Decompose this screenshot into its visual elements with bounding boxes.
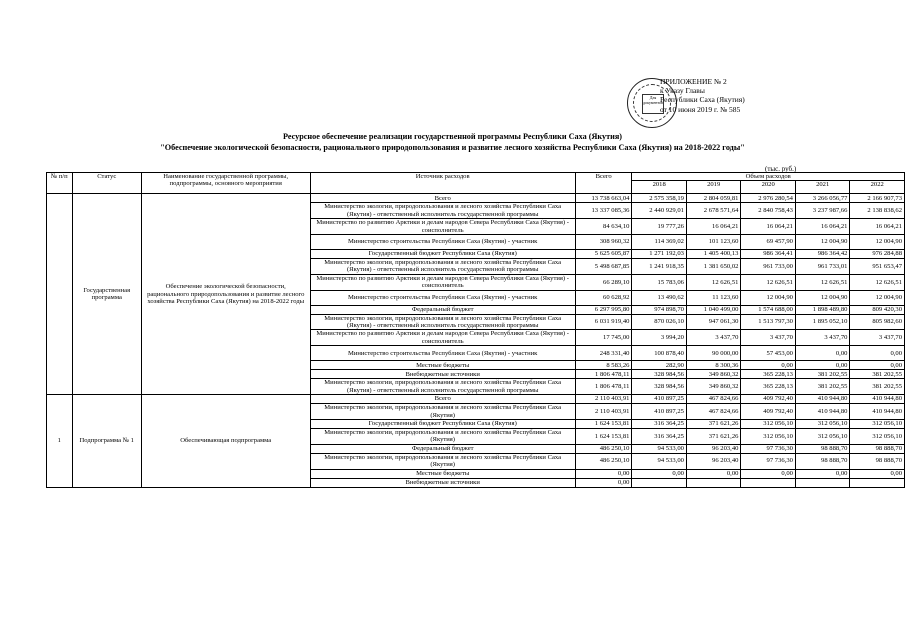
- cell-year-value: 12 004,90: [795, 290, 850, 305]
- cell-total: 6 031 919,40: [575, 314, 632, 330]
- cell-year-value: 16 064,21: [741, 219, 796, 235]
- table-body: [47, 194, 905, 487]
- cell-year-value: 2 840 758,43: [741, 203, 796, 219]
- cell-year-value: 282,90: [632, 361, 687, 370]
- cell-year-value: 312 056,10: [795, 428, 850, 444]
- table-row: [47, 194, 905, 203]
- cell-year-value: 19 777,26: [632, 219, 687, 235]
- cell-year-value: 94 533,00: [632, 453, 687, 469]
- row-source: Министерство экологии, природопользования и лесного хозяйства Республики Саха (Якутия) - ответственный исполнитель государственной программы: [310, 203, 575, 219]
- cell-year-value: 467 824,66: [686, 404, 741, 420]
- cell-year-value: 3 994,20: [632, 330, 687, 346]
- cell-year-value: 381 202,55: [795, 370, 850, 379]
- cell-year-value: 2 976 280,54: [741, 194, 796, 203]
- cell-year-value: 96 203,40: [686, 444, 741, 453]
- row-source: Государственный бюджет Республики Саха (Якутия): [310, 250, 575, 259]
- official-seal: Для документов: [627, 78, 677, 128]
- row-source: Министерство экологии, природопользования и лесного хозяйства Республики Саха (Якутия) - ответственный исполнитель государственной программы: [310, 379, 575, 395]
- cell-year-value: 3 266 056,77: [795, 194, 850, 203]
- appendix-line2: к Указу Главы: [660, 86, 705, 96]
- cell-year-value: 2 678 571,64: [686, 203, 741, 219]
- cell-year-value: 349 860,32: [686, 379, 741, 395]
- cell-year-value: 3 437,70: [686, 330, 741, 346]
- cell-year-value: 1 513 797,30: [741, 314, 796, 330]
- cell-year-value: 3 437,70: [850, 330, 905, 346]
- cell-year-value: 2 804 059,81: [686, 194, 741, 203]
- header-num: № п/п: [47, 173, 73, 194]
- cell-total: 308 960,32: [575, 235, 632, 250]
- header-source: Источник расходов: [310, 173, 575, 194]
- row-source: Местные бюджеты: [310, 469, 575, 478]
- cell-year-value: 312 056,10: [850, 419, 905, 428]
- cell-year-value: 870 026,10: [632, 314, 687, 330]
- cell-year-value: 316 364,25: [632, 428, 687, 444]
- cell-year-value: 2 138 838,62: [850, 203, 905, 219]
- row-source: Государственный бюджет Республики Саха (Якутия): [310, 419, 575, 428]
- row-source: Федеральный бюджет: [310, 444, 575, 453]
- cell-total: 1 624 153,81: [575, 419, 632, 428]
- row-source: Министерство экологии, природопользования и лесного хозяйства Республики Саха (Якутия) - ответственный исполнитель государственной программы: [310, 314, 575, 330]
- cell-total: 1 806 478,11: [575, 379, 632, 395]
- cell-year-value: 12 626,51: [850, 274, 905, 290]
- cell-year-value: [850, 478, 905, 487]
- cell-year-value: 12 626,51: [741, 274, 796, 290]
- cell-year-value: 381 202,55: [795, 379, 850, 395]
- cell-total: 8 583,26: [575, 361, 632, 370]
- cell-year-value: 1 895 052,10: [795, 314, 850, 330]
- cell-year-value: 1 405 400,13: [686, 250, 741, 259]
- cell-total: 5 498 687,85: [575, 259, 632, 275]
- cell-year-value: 410 944,80: [850, 395, 905, 404]
- cell-year-value: 381 202,55: [850, 379, 905, 395]
- cell-year-value: 974 898,70: [632, 305, 687, 314]
- cell-year-value: [741, 478, 796, 487]
- cell-year-value: 371 621,26: [686, 419, 741, 428]
- row-source: Министерство экологии, природопользования и лесного хозяйства Республики Саха (Якутия) - ответственный исполнитель государственной программы: [310, 259, 575, 275]
- row-source: Министерство строительства Республики Саха (Якутия) - участник: [310, 346, 575, 361]
- cell-year-value: 100 878,40: [632, 346, 687, 361]
- cell-year-value: 410 944,80: [795, 395, 850, 404]
- row-source: Министерство по развитию Арктики и делам народов Севера Республики Саха (Якутия) - соисполнитель: [310, 274, 575, 290]
- cell-year-value: 805 982,60: [850, 314, 905, 330]
- cell-year-value: 12 626,51: [795, 274, 850, 290]
- cell-year-value: 961 733,01: [795, 259, 850, 275]
- row-source: Министерство строительства Республики Саха (Якутия) - участник: [310, 235, 575, 250]
- cell-year-value: 1 574 688,00: [741, 305, 796, 314]
- header-year: 2022: [850, 181, 905, 194]
- appendix-line1: ПРИЛОЖЕНИЕ № 2: [660, 77, 727, 86]
- row-source: Министерство строительства Республики Саха (Якутия) - участник: [310, 290, 575, 305]
- cell-year-value: 0,00: [632, 469, 687, 478]
- cell-year-value: 409 792,40: [741, 404, 796, 420]
- cell-year-value: 0,00: [850, 361, 905, 370]
- cell-year-value: 951 653,47: [850, 259, 905, 275]
- row-status: Подпрограмма № 1: [72, 395, 141, 487]
- row-source: Всего: [310, 194, 575, 203]
- cell-year-value: 96 203,40: [686, 453, 741, 469]
- row-source: Министерство экологии, природопользования и лесного хозяйства Республики Саха (Якутия): [310, 428, 575, 444]
- row-source: Министерство по развитию Арктики и делам народов Севера Республики Саха (Якутия) - соисполнитель: [310, 330, 575, 346]
- cell-total: 17 745,00: [575, 330, 632, 346]
- cell-year-value: 312 056,10: [850, 428, 905, 444]
- cell-year-value: 12 004,90: [850, 235, 905, 250]
- cell-year-value: 57 453,00: [741, 346, 796, 361]
- cell-year-value: 410 897,25: [632, 404, 687, 420]
- cell-year-value: 1 898 489,80: [795, 305, 850, 314]
- cell-total: 248 331,40: [575, 346, 632, 361]
- cell-total: 66 289,10: [575, 274, 632, 290]
- header-year: 2021: [795, 181, 850, 194]
- header-name: Наименование государственной программы, подпрограммы, основного мероприятия: [141, 173, 310, 194]
- header-year: 2019: [686, 181, 741, 194]
- cell-year-value: 410 897,25: [632, 395, 687, 404]
- cell-year-value: 986 364,42: [795, 250, 850, 259]
- cell-year-value: 2 166 907,73: [850, 194, 905, 203]
- cell-year-value: 0,00: [741, 469, 796, 478]
- cell-year-value: 16 064,21: [686, 219, 741, 235]
- cell-total: 486 250,10: [575, 444, 632, 453]
- cell-year-value: 12 626,51: [686, 274, 741, 290]
- header-volume: Объем расходов: [632, 173, 905, 181]
- row-source: Министерство экологии, природопользования и лесного хозяйства Республики Саха (Якутия): [310, 404, 575, 420]
- row-status: Государственная программа: [72, 194, 141, 395]
- units-label: (тыс. руб.): [765, 165, 797, 173]
- cell-year-value: 961 733,00: [741, 259, 796, 275]
- cell-year-value: 986 364,41: [741, 250, 796, 259]
- cell-year-value: 2 440 929,01: [632, 203, 687, 219]
- document-title: Ресурсное обеспечение реализации государственной программы Республики Саха (Якутия): [283, 132, 622, 141]
- cell-year-value: [632, 478, 687, 487]
- row-source: Внебюджетные источники: [310, 370, 575, 379]
- cell-total: 84 634,10: [575, 219, 632, 235]
- cell-year-value: 12 004,90: [850, 290, 905, 305]
- cell-year-value: 98 888,70: [795, 453, 850, 469]
- cell-total: 2 110 403,91: [575, 404, 632, 420]
- cell-year-value: 90 000,00: [686, 346, 741, 361]
- cell-year-value: 409 792,40: [741, 395, 796, 404]
- cell-year-value: 467 824,66: [686, 395, 741, 404]
- cell-year-value: 0,00: [795, 469, 850, 478]
- cell-total: 0,00: [575, 469, 632, 478]
- table-row: [47, 395, 905, 404]
- appendix-line3: Республики Саха (Якутия): [660, 95, 745, 105]
- cell-total: 1 806 478,11: [575, 370, 632, 379]
- cell-year-value: 328 984,56: [632, 370, 687, 379]
- cell-year-value: 16 064,21: [795, 219, 850, 235]
- cell-year-value: [686, 478, 741, 487]
- cell-year-value: 381 202,55: [850, 370, 905, 379]
- cell-year-value: 0,00: [850, 346, 905, 361]
- cell-year-value: 98 888,70: [850, 444, 905, 453]
- cell-total: 486 250,10: [575, 453, 632, 469]
- cell-year-value: 12 004,90: [741, 290, 796, 305]
- header-status: Статус: [72, 173, 141, 194]
- cell-year-value: 349 860,32: [686, 370, 741, 379]
- cell-total: 13 337 085,36: [575, 203, 632, 219]
- document-subtitle: "Обеспечение экологической безопасности, рационального природопользования и развитие лесного хозяйства Республики Саха (Якутия) на 2018-2022 годы": [160, 143, 745, 152]
- cell-year-value: 312 056,10: [741, 419, 796, 428]
- cell-year-value: 101 123,60: [686, 235, 741, 250]
- cell-year-value: 8 300,36: [686, 361, 741, 370]
- cell-year-value: 1 040 499,00: [686, 305, 741, 314]
- cell-total: 6 297 995,80: [575, 305, 632, 314]
- header-year: 2018: [632, 181, 687, 194]
- cell-year-value: 0,00: [850, 469, 905, 478]
- row-source: Всего: [310, 395, 575, 404]
- row-name: Обеспечивающая подпрограмма: [141, 395, 310, 487]
- cell-year-value: 69 457,90: [741, 235, 796, 250]
- cell-total: 60 628,92: [575, 290, 632, 305]
- resource-table: [46, 172, 905, 488]
- cell-year-value: 0,00: [686, 469, 741, 478]
- cell-year-value: 1 271 192,03: [632, 250, 687, 259]
- cell-year-value: 0,00: [795, 346, 850, 361]
- cell-year-value: 3 237 987,66: [795, 203, 850, 219]
- cell-year-value: 1 381 650,02: [686, 259, 741, 275]
- cell-year-value: 16 064,21: [850, 219, 905, 235]
- header-total: Всего: [575, 173, 632, 194]
- header-year: 2020: [741, 181, 796, 194]
- row-number: 1: [47, 395, 73, 487]
- cell-year-value: [795, 478, 850, 487]
- cell-year-value: 3 437,70: [795, 330, 850, 346]
- cell-year-value: 312 056,10: [741, 428, 796, 444]
- cell-year-value: 410 944,80: [795, 404, 850, 420]
- cell-year-value: 1 241 918,35: [632, 259, 687, 275]
- cell-year-value: 328 984,56: [632, 379, 687, 395]
- row-source: Министерство по развитию Арктики и делам народов Севера Республики Саха (Якутия) - соисполнитель: [310, 219, 575, 235]
- cell-year-value: 947 061,30: [686, 314, 741, 330]
- cell-year-value: 410 944,80: [850, 404, 905, 420]
- cell-total: 13 738 663,04: [575, 194, 632, 203]
- cell-year-value: 365 228,13: [741, 370, 796, 379]
- cell-year-value: 114 369,02: [632, 235, 687, 250]
- appendix-line4: от 10 июня 2019 г. № 585: [660, 104, 741, 114]
- cell-year-value: 13 490,62: [632, 290, 687, 305]
- cell-year-value: 97 736,30: [741, 444, 796, 453]
- cell-year-value: 316 364,25: [632, 419, 687, 428]
- cell-year-value: 312 056,10: [795, 419, 850, 428]
- cell-year-value: 365 228,13: [741, 379, 796, 395]
- cell-total: 1 624 153,81: [575, 428, 632, 444]
- appendix-header: [660, 77, 820, 114]
- cell-year-value: 0,00: [741, 361, 796, 370]
- cell-year-value: 976 284,88: [850, 250, 905, 259]
- cell-total: 0,00: [575, 478, 632, 487]
- row-source: Федеральный бюджет: [310, 305, 575, 314]
- cell-year-value: 98 888,70: [850, 453, 905, 469]
- cell-total: 2 110 403,91: [575, 395, 632, 404]
- cell-year-value: 371 621,26: [686, 428, 741, 444]
- cell-year-value: 98 888,70: [795, 444, 850, 453]
- cell-year-value: 11 123,60: [686, 290, 741, 305]
- row-number: [47, 194, 73, 395]
- cell-year-value: 12 004,90: [795, 235, 850, 250]
- row-source: Внебюджетные источники: [310, 478, 575, 487]
- cell-total: 5 625 605,87: [575, 250, 632, 259]
- cell-year-value: 97 736,30: [741, 453, 796, 469]
- row-source: Местные бюджеты: [310, 361, 575, 370]
- cell-year-value: 3 437,70: [741, 330, 796, 346]
- row-name: Обеспечение экологической безопасности, рационального природопользования и развитие лесного хозяйства Республики Саха (Якутия) на 2018-2022 годы: [141, 194, 310, 395]
- cell-year-value: 2 575 358,19: [632, 194, 687, 203]
- cell-year-value: 94 533,00: [632, 444, 687, 453]
- cell-year-value: 809 420,30: [850, 305, 905, 314]
- cell-year-value: 15 783,06: [632, 274, 687, 290]
- row-source: Министерство экологии, природопользования и лесного хозяйства Республики Саха (Якутия): [310, 453, 575, 469]
- cell-year-value: 0,00: [795, 361, 850, 370]
